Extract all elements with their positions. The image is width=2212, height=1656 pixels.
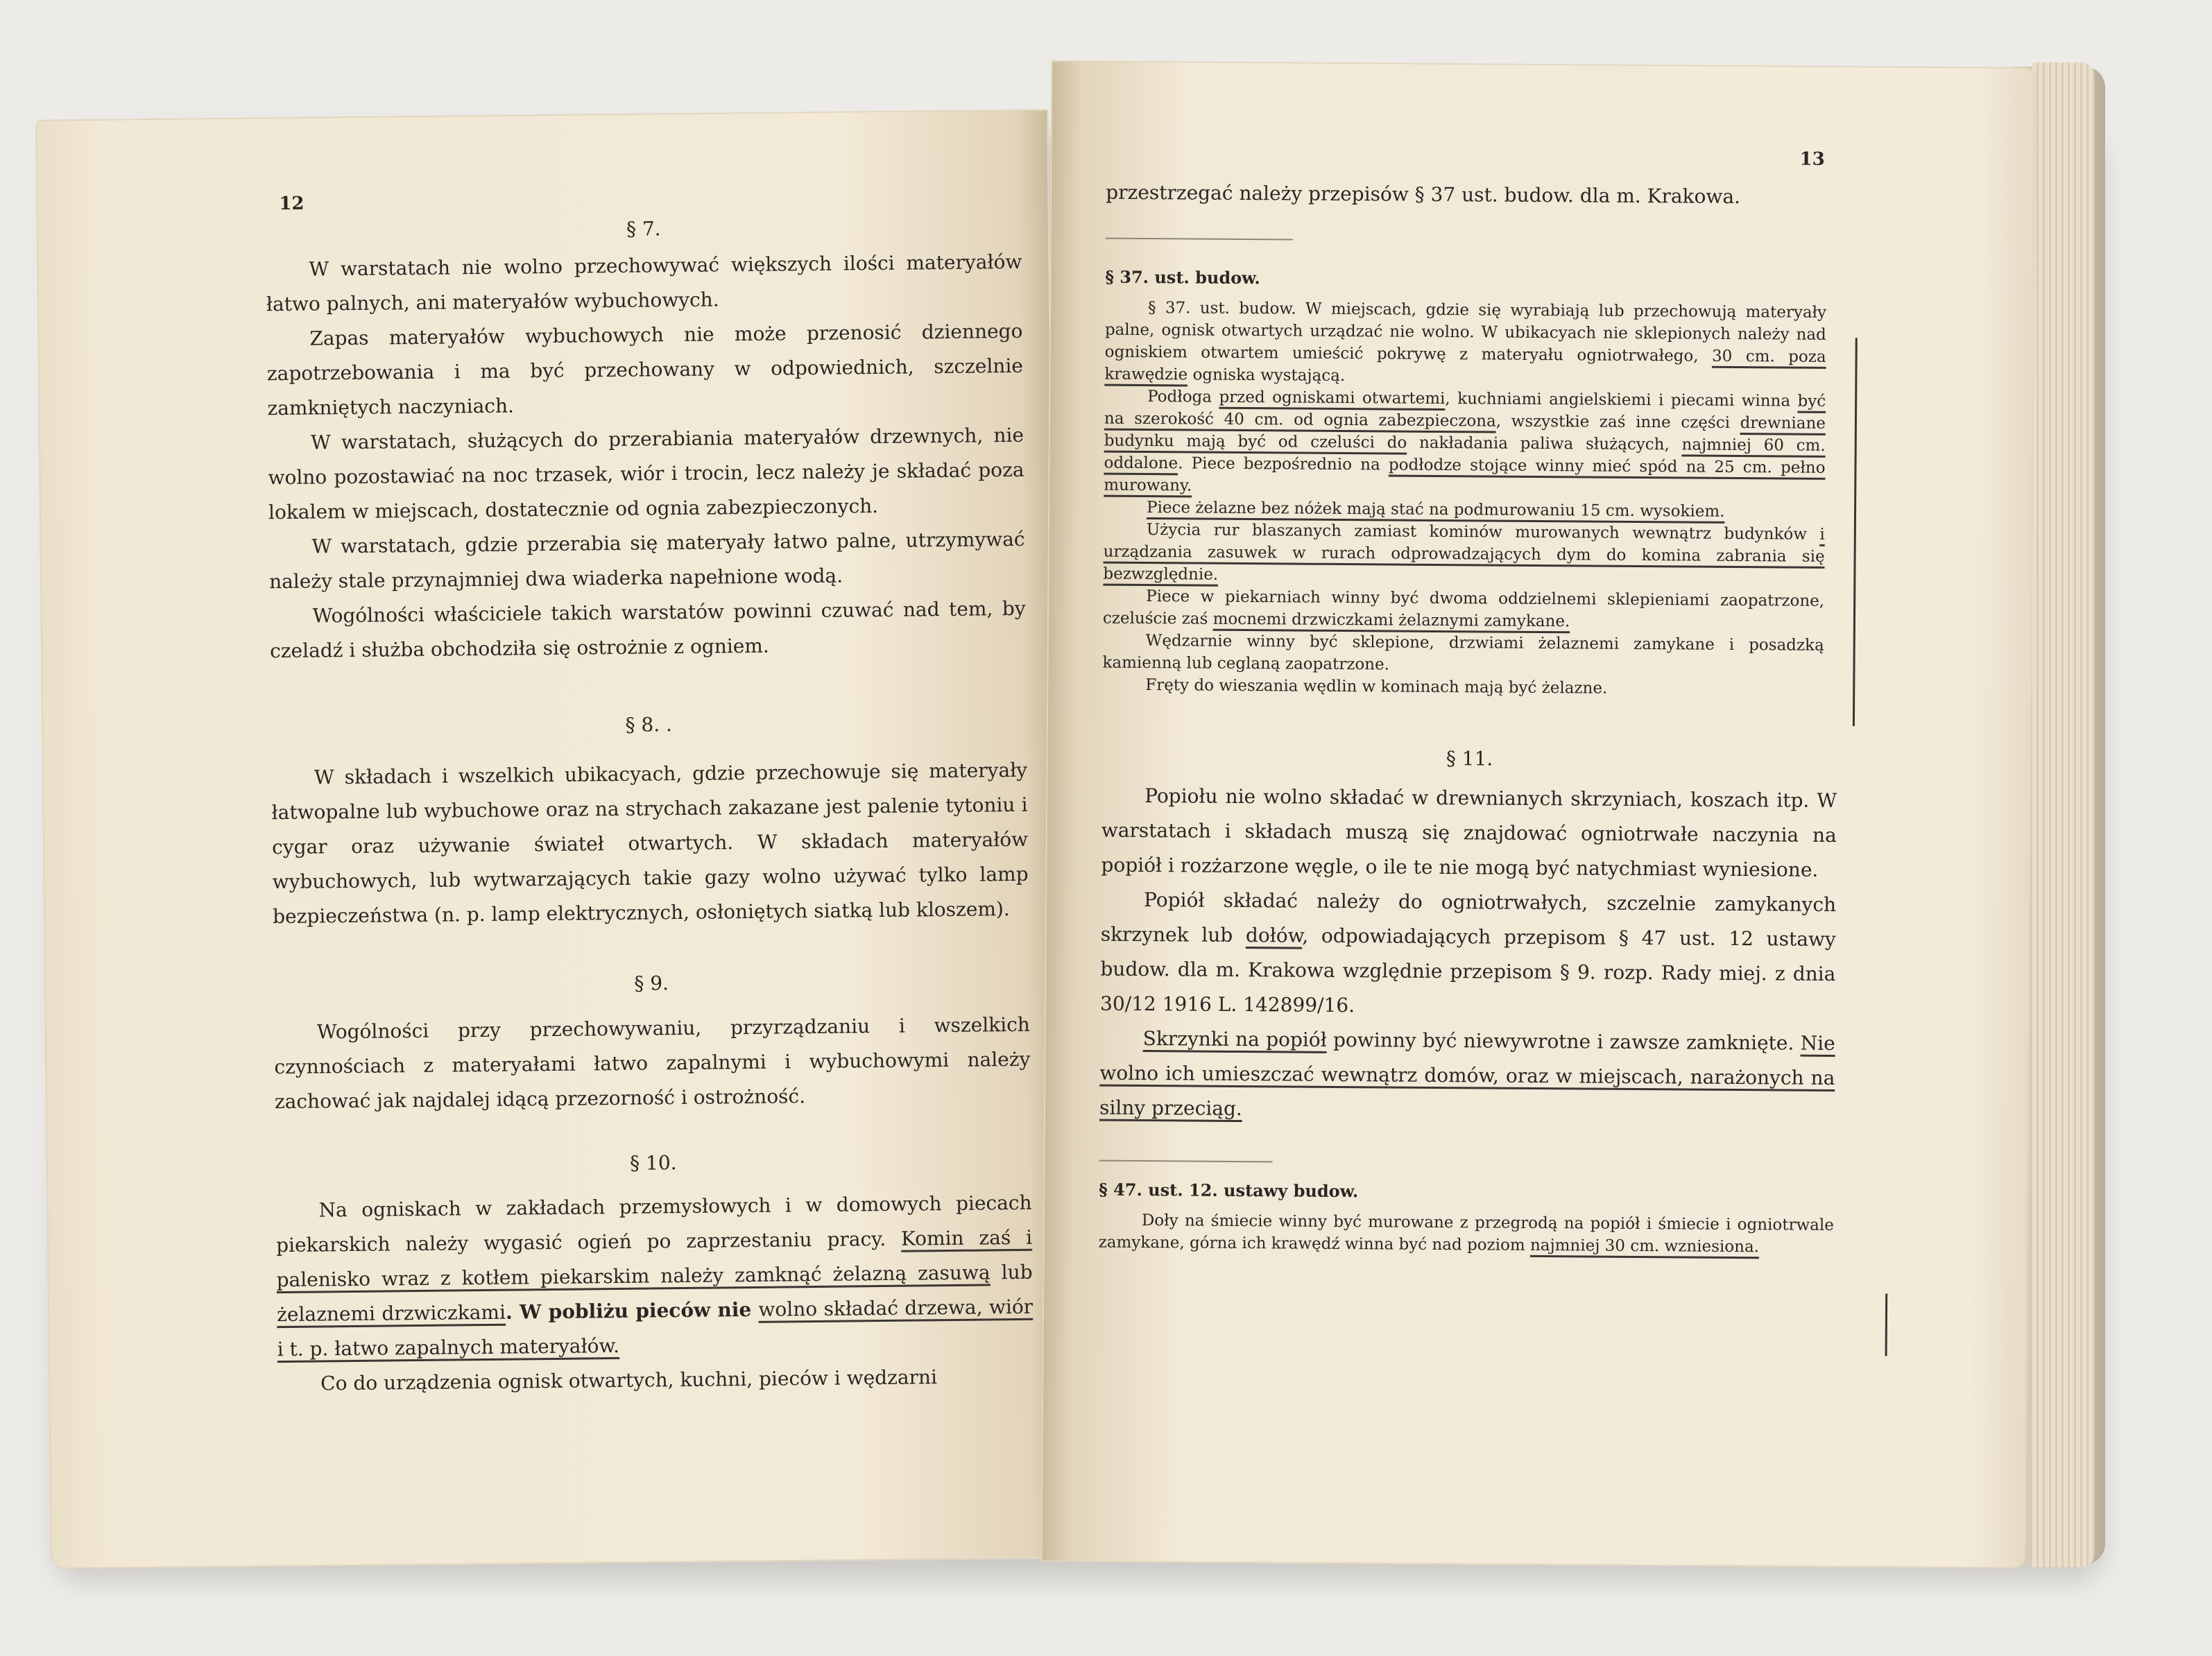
pencil-underline: najmniej 60 cm. oddalone — [1104, 435, 1826, 473]
section-title-37: § 37. ust. budow. — [1105, 266, 1260, 288]
text-run: § 37. ust. budow. W miejscach, gdzie się wyrabiają lub przechowują materyały palne, ognisk otwartych urządzać nie wolno. W ubikacyach nie sklepionych należy nad ogniskiem otwartem umieścić pokrywę z materyału ogniotrwałego, — [1104, 299, 1827, 365]
paragraph — [1099, 1209, 1834, 1259]
left-page-body — [266, 214, 1034, 1401]
margin-pencil-bracket — [1853, 338, 1858, 726]
text-run: , odpowiadających przepisom § 47 ust. 12 ustawy budow. dla m. Krakowa względnie przepisom § 9. rozp. Rady miej. z dnia 30/12 1916 L. 142899/16. — [1099, 924, 1836, 1017]
text-run: ogniska wystającą. — [1188, 365, 1346, 386]
text-run: . Piece bezpośrednio na — [1178, 454, 1389, 474]
text-run: Doły na śmiecie winny być murowane z przegrodą na popiół i śmiecie i ogniotrwale zamykane, górna ich krawędź winna być nad poziom — [1098, 1211, 1834, 1254]
pencil-underline: drewniane budynku mają być od czeluści do — [1104, 414, 1826, 452]
paragraph: Wogólności właściciele takich warstatów powinni czuwać nad tem, by czeladź i służba obchodziła się ostrożnie z ogniem. — [269, 596, 1026, 663]
pencil-underline: mocnemi drzwiczkami żelaznymi zamykane. — [1212, 610, 1570, 631]
pencil-underline: przed ogniskami otwartemi — [1219, 388, 1446, 408]
paragraph: Zapas materyałów wybuchowych nie może przenosić dziennego zapotrzebowania i ma być przechowany w odpowiednich, szczelnie zamkniętych naczyniach. — [266, 319, 1024, 420]
pencil-underline: Komin zaś i palenisko wraz z kotłem piekarskim należy zamknąć żelazną zasuwą — [276, 1225, 1033, 1292]
right-page — [1040, 60, 2036, 1569]
section-title-47: § 47. ust. 12. ustawy budow. — [1099, 1179, 1359, 1202]
pencil-underline: wolno składać drzewa, wiór i t. p. łatwo zapalnych materyałów. — [277, 1295, 1034, 1361]
text-run: Użycia rur blaszanych zamiast kominów murowanych wewnątrz budynków — [1146, 521, 1820, 544]
paragraph: W składach i wszelkich ubikacyach, gdzie przechowuje się materyały łatwopalne lub wybuchowe oraz na strychach zakazane jest palenie tytoniu i cygar oraz używanie świateł otwartych. W składach materyałów wybuchowych, lub wytwarzających takie gazy wolno używać tylko lamp bezpieczeństwa (n. p. lamp elektrycznych, osłoniętych siatką lub kloszem). — [271, 758, 1029, 929]
section-divider — [1106, 238, 1293, 241]
paragraph: Wogólności przy przechowywaniu, przyrządzaniu i wszelkich czynnościach z materyałami łatwo zapalnymi i wybuchowymi należy zachować jak najdalej idącą przezorność i ostrożność. — [274, 1012, 1031, 1114]
text-run: Podłoga — [1147, 388, 1219, 406]
paragraph: Wędzarnie winny być sklepione, drzwiami żelaznemi zamykane i posadzką kamienną lub ceglaną zaopatrzone. — [1102, 632, 1824, 674]
section-9-text — [274, 1008, 1031, 1119]
section-11-text — [1099, 779, 1837, 1130]
paragraph — [1100, 883, 1836, 1026]
section-47-text — [1099, 1209, 1834, 1259]
pencil-underline: dołów — [1245, 924, 1303, 947]
paragraph — [1104, 386, 1826, 501]
paragraph — [1103, 585, 1824, 635]
margin-pencil-bracket — [1885, 1294, 1888, 1356]
pencil-underline: podłodze stojące winny mieć spód na 25 cm. pełno murowany. — [1104, 456, 1826, 495]
left-page — [35, 109, 1063, 1569]
page-block-edge — [2032, 62, 2095, 1567]
text-run: , wszystkie zaś inne części — [1495, 412, 1740, 433]
pencil-underline: 30 cm. poza krawędzie — [1104, 347, 1826, 384]
paragraph — [1099, 1021, 1835, 1130]
pencil-underline: Skrzynki na popiół — [1142, 1027, 1327, 1051]
section-divider — [1099, 1160, 1272, 1163]
section-7-text — [266, 245, 1026, 669]
section-37-text — [1102, 297, 1826, 701]
paragraph — [1103, 519, 1825, 590]
section-8-text — [271, 753, 1029, 934]
text-run: powinny być niewywrotne i zawsze zamknięte. — [1326, 1028, 1801, 1055]
section-heading-9: § 9. — [634, 972, 669, 995]
paragraph: Fręty do wieszania wędlin w kominach mają być żelazne. — [1145, 676, 1608, 698]
page-number: 13 — [1799, 148, 1825, 170]
page-number: 12 — [279, 193, 305, 215]
paragraph: Popiołu nie wolno składać w drewnianych skrzyniach, koszach itp. W warstatach i składach muszą się znajdować ogniotrwałe naczynia na popiół i rozżarzone węgle, o ile te nie mogą być natychmiast wyniesione. — [1101, 784, 1837, 881]
paragraph: W warstatach, służących do przerabiania materyałów drzewnych, nie wolno pozostawiać na noc trzasek, wiór i trocin, lecz należy je składać poza lokalem w miejscach, dostatecznie od ognia zabezpieczonych. — [268, 423, 1024, 524]
pencil-underline: Nie wolno ich umieszczać wewnątrz domów, oraz w miejscach, narażonych na silny przeciąg. — [1099, 1031, 1835, 1121]
text-run: lub — [990, 1260, 1033, 1284]
section-heading-8: § 8. . — [625, 713, 673, 736]
paragraph: W warstatach, gdzie przerabia się materyały łatwo palne, utrzymywać należy stale przynajmniej dwa wiaderka napełnione wodą. — [268, 527, 1025, 594]
paragraph — [275, 1186, 1034, 1367]
text-run: Na ogniskach w zakładach przemysłowych i w domowych piecach piekarskich należy wygasić ogień po zaprzestaniu pracy. — [275, 1191, 1032, 1257]
text-run: . W pobliżu pieców nie — [505, 1297, 759, 1324]
section-heading-10: § 10. — [630, 1151, 677, 1175]
paragraph: W warstatach nie wolno przechowywać większych ilości materyałów łatwo palnych, ani materyałów wybuchowych. — [266, 250, 1022, 316]
text-run: , kuchniami angielskiemi i piecami winna — [1445, 390, 1798, 411]
pencil-underline: Piece żelazne bez nóżek mają stać na podmurowaniu 15 cm. wysokiem. — [1146, 499, 1725, 521]
text-run: Piece w piekarniach winny być dwoma oddzielnemi sklepieniami zaopatrzone, czeluście zaś — [1102, 587, 1825, 628]
section-heading-11: § 11. — [1446, 747, 1493, 770]
section-heading-7: § 7. — [626, 217, 661, 241]
paragraph: przestrzegać należy przepisów § 37 ust. budow. dla m. Krakowa. — [1106, 180, 1741, 209]
paragraph: Co do urządzenia ognisk otwartych, kuchni, pieców i wędzarni — [320, 1365, 938, 1395]
paragraph — [1104, 297, 1826, 390]
right-page-body — [1099, 175, 1842, 1259]
pencil-underline: być na szerokość 40 cm. od ognia zabezpieczona — [1104, 392, 1826, 431]
text-run: nakładania paliwa służących, — [1407, 433, 1682, 454]
pencil-underline: i urządzania zasuwek w rurach odprowadzających dym do komina zabrania się bezwzględnie. — [1103, 525, 1825, 584]
intro-text — [1106, 175, 1841, 215]
section-10-text — [275, 1186, 1034, 1401]
text-run: Popiół składać należy do ogniotrwałych, szczelnie zamykanych skrzynek lub — [1100, 888, 1837, 947]
pencil-underline: najmniej 30 cm. wzniesiona. — [1529, 1236, 1760, 1257]
pencil-underline: żelaznemi drzwiczkami — [276, 1300, 506, 1327]
